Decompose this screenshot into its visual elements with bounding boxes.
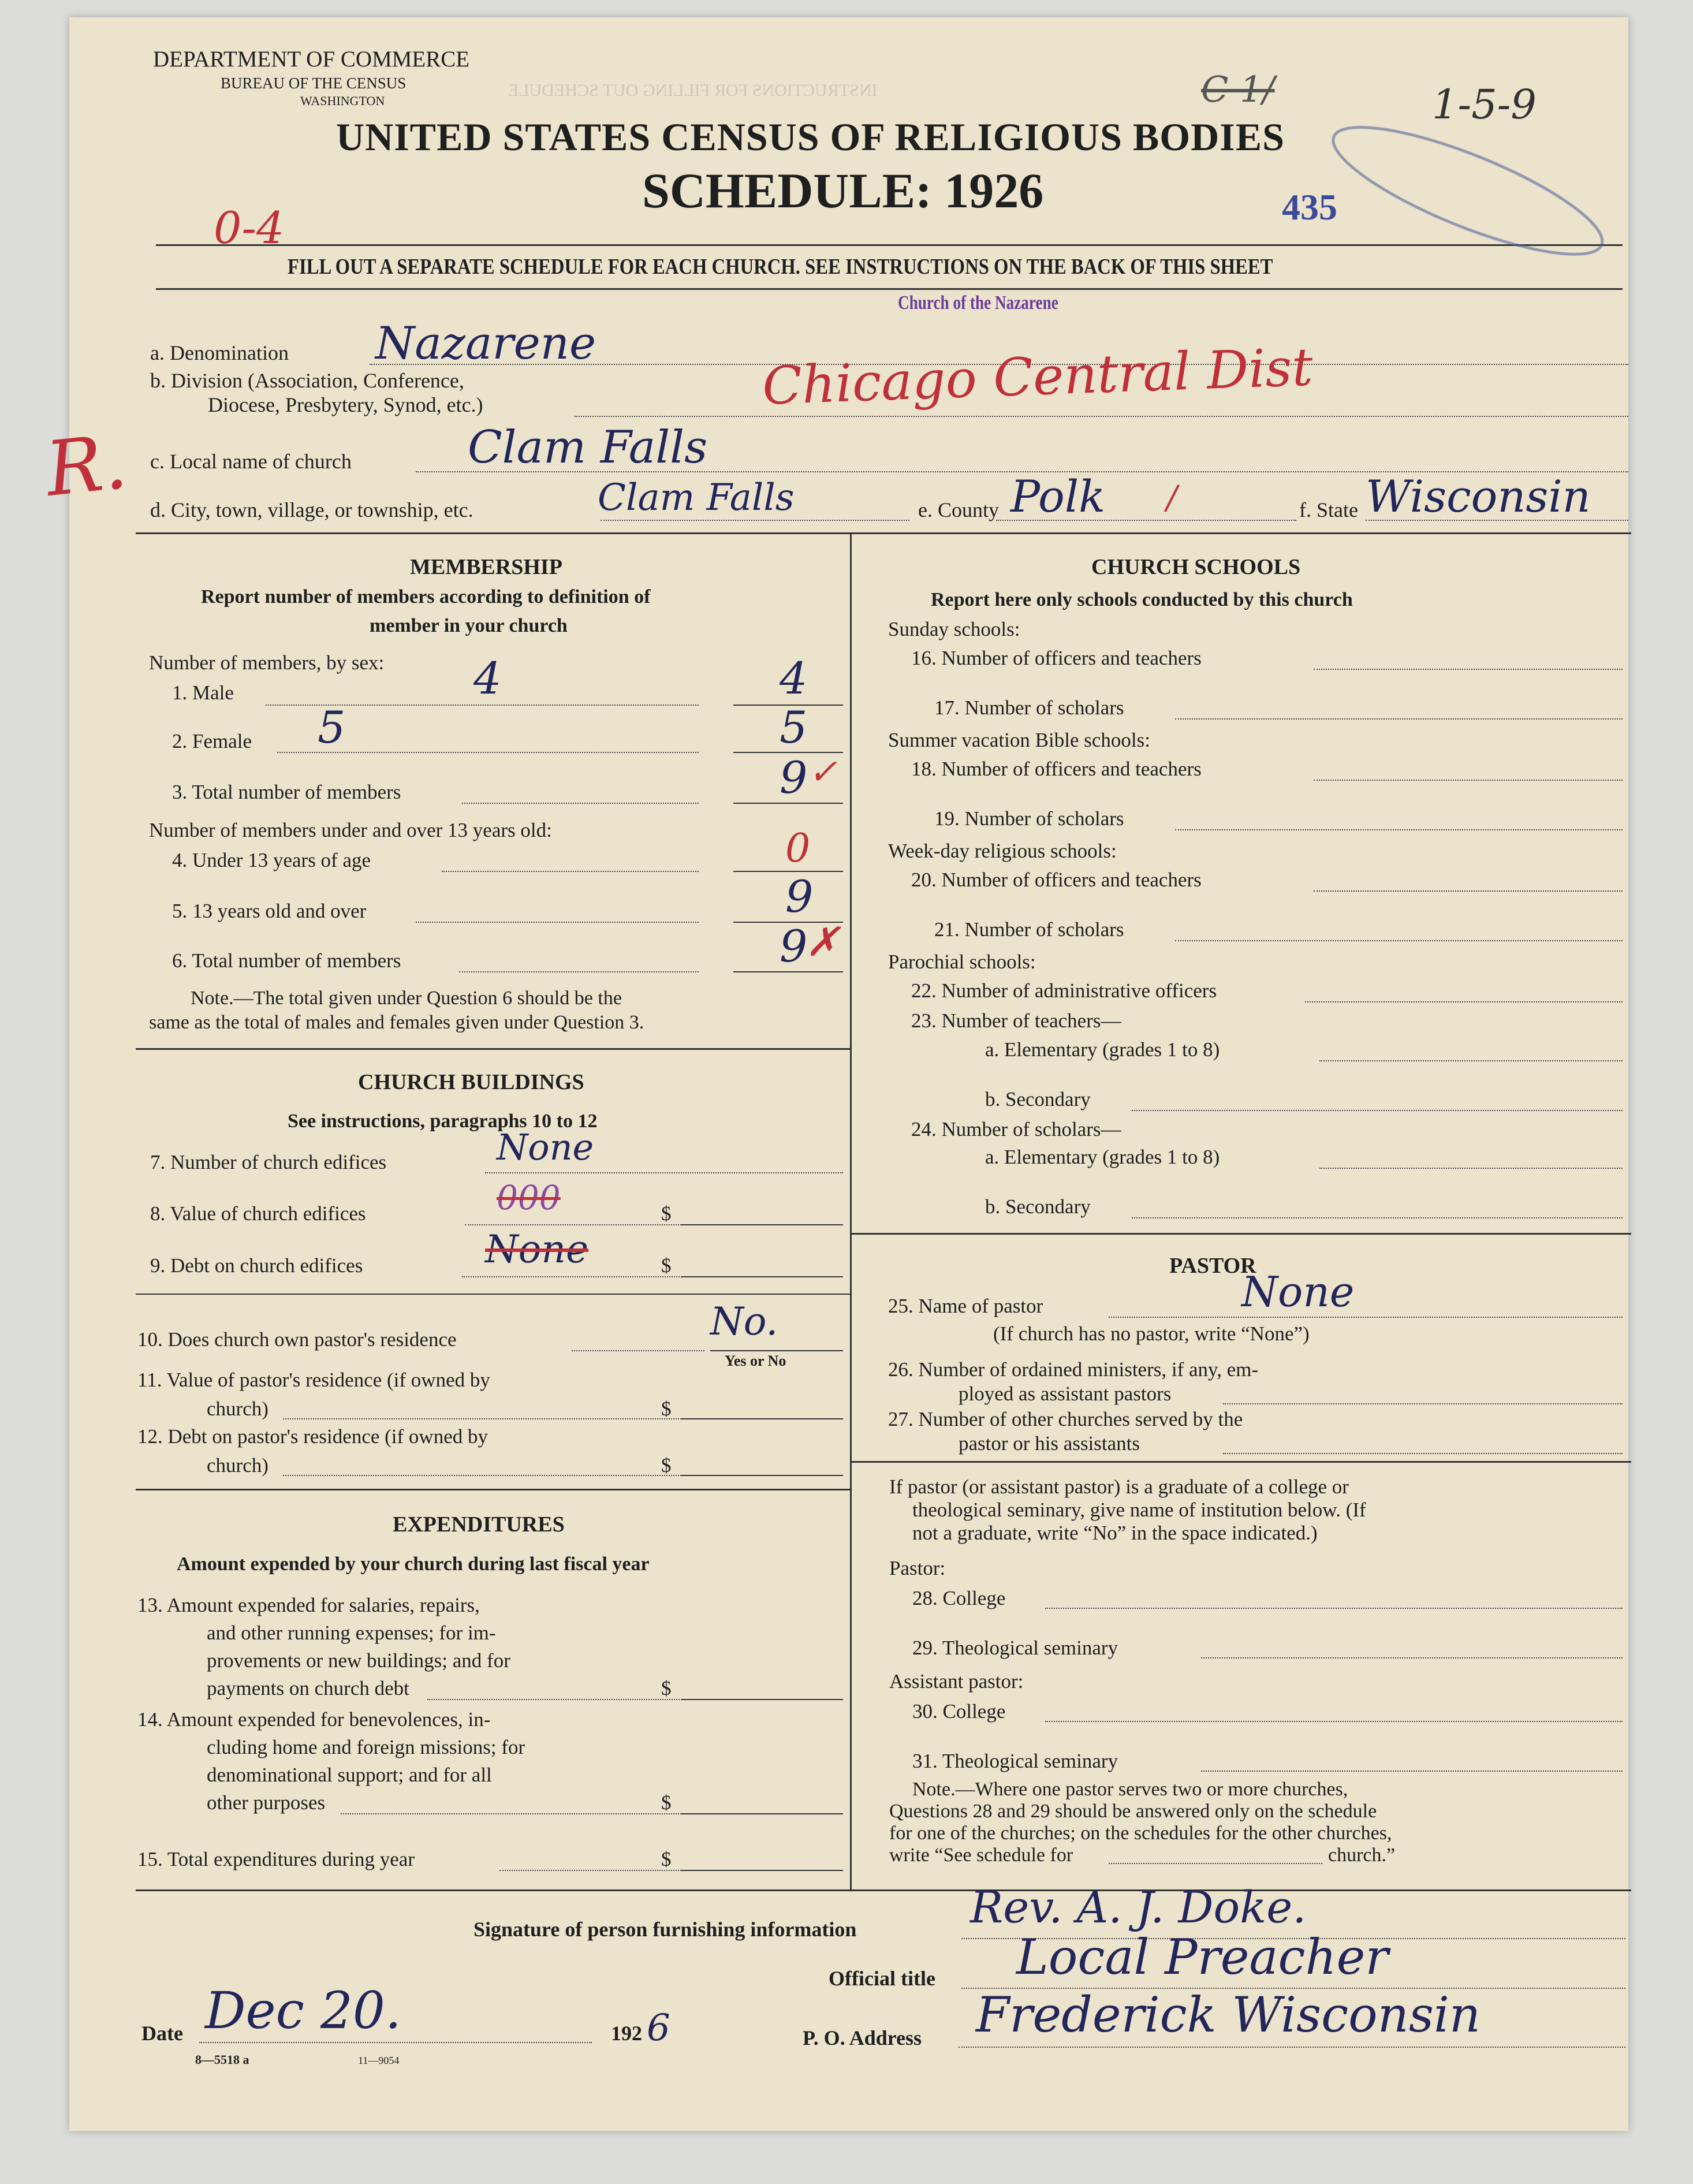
q3-total-value[interactable]: 9: [780, 752, 808, 803]
q2-female-value[interactable]: 5: [318, 702, 346, 753]
q13-label-line4: payments on church debt: [207, 1677, 409, 1700]
q23b-field[interactable]: [1132, 1110, 1623, 1111]
q8-dollar-sign: $: [661, 1202, 672, 1225]
section-rule-top: [136, 532, 1631, 534]
q14-label-line4: other purposes: [207, 1791, 326, 1814]
state-value[interactable]: Wisconsin: [1366, 471, 1591, 522]
q25-label: 25. Name of pastor: [888, 1295, 1043, 1317]
city-town-label: d. City, town, village, or township, etc.: [150, 498, 473, 521]
local-name-value[interactable]: Clam Falls: [468, 422, 708, 474]
q15-dollar-sign: $: [661, 1848, 672, 1870]
q10-residence-label: 10. Does church own pastor's residence: [137, 1328, 457, 1351]
q4-under13-label: 4. Under 13 years of age: [172, 849, 371, 871]
q11-value-label: 11. Value of pastor's residence (if owned by: [137, 1369, 490, 1391]
q6-total-value[interactable]: 9: [780, 920, 808, 972]
city-label: WASHINGTON: [300, 94, 385, 108]
q1-male-entry[interactable]: 4: [780, 653, 808, 704]
q27-label-cont: pastor or his assistants: [959, 1432, 1140, 1455]
q25-note: (If church has no pastor, write “None”): [993, 1322, 1310, 1345]
q15-total-field[interactable]: [681, 1870, 843, 1871]
pastor-note: Note.—Where one pastor serves two or more churches,: [912, 1779, 1348, 1800]
date-label: Date: [141, 2022, 183, 2045]
q13-amount-field[interactable]: [681, 1699, 843, 1700]
q22-label: 22. Number of administrative officers: [911, 979, 1217, 1002]
division-value[interactable]: Chicago Central Dist: [761, 337, 1314, 417]
q21-label: 21. Number of scholars: [934, 918, 1124, 941]
q3-check-mark: ✓: [808, 752, 838, 792]
q14-label-line1: 14. Amount expended for benevolences, in-: [137, 1708, 491, 1731]
expenditures-subheading: Amount expended by your church during last fiscal year: [177, 1553, 650, 1575]
po-address-value[interactable]: Frederick Wisconsin: [976, 1987, 1481, 2043]
q19-field[interactable]: [1175, 829, 1623, 830]
membership-note-cont: same as the total of males and females given under Question 3.: [149, 1012, 644, 1033]
q26-label-cont: ployed as assistant pastors: [959, 1382, 1172, 1405]
members-by-sex-label: Number of members, by sex:: [149, 651, 385, 674]
q23b-label: b. Secondary: [985, 1088, 1091, 1110]
division-label: b. Division (Association, Conference,: [150, 369, 464, 392]
corner-stamp-number: 435: [1282, 187, 1337, 228]
q24b-field[interactable]: [1132, 1217, 1623, 1218]
q11-value-field[interactable]: [681, 1418, 843, 1419]
corner-note: 1-5-9: [1432, 81, 1537, 128]
state-label: f. State: [1299, 498, 1358, 521]
schools-heading: CHURCH SCHOOLS: [1091, 555, 1301, 579]
summer-schools-label: Summer vacation Bible schools:: [888, 729, 1150, 751]
weekday-schools-label: Week-day religious schools:: [888, 840, 1117, 862]
q31-field[interactable]: [1201, 1771, 1623, 1772]
q20-label: 20. Number of officers and teachers: [911, 869, 1202, 891]
q30-label: 30. College: [912, 1700, 1006, 1723]
pastor-note-cont2: for one of the churches; on the schedules for the other churches,: [889, 1823, 1392, 1844]
q26-label: 26. Number of ordained ministers, if any, em-: [888, 1358, 1259, 1381]
schedule-title: SCHEDULE: 1926: [642, 163, 1044, 218]
q8-value-value[interactable]: 000: [497, 1178, 561, 1217]
expenditures-heading: EXPENDITURES: [393, 1512, 565, 1537]
members-by-age-label: Number of members under and over 13 years old:: [149, 819, 552, 841]
pastor-note-cont: Questions 28 and 29 should be answered only on the schedule: [889, 1801, 1377, 1822]
margin-code: 0-4: [214, 202, 285, 254]
q23a-field[interactable]: [1319, 1060, 1623, 1061]
q14-amount-field[interactable]: [681, 1813, 843, 1814]
signature-label: Signature of person furnishing information: [473, 1918, 857, 1941]
q23a-label: a. Elementary (grades 1 to 8): [985, 1038, 1220, 1061]
q9-debt-label: 9. Debt on church edifices: [150, 1254, 363, 1277]
membership-note: Note.—The total given under Question 6 should be the: [191, 987, 622, 1009]
denomination-value[interactable]: Nazarene: [375, 318, 596, 370]
division-label-cont: Diocese, Presbytery, Synod, etc.): [208, 393, 483, 416]
q27-field[interactable]: [1223, 1453, 1623, 1454]
q12-debt-label-cont: church): [207, 1454, 269, 1477]
buildings-heading: CHURCH BUILDINGS: [358, 1070, 584, 1094]
form-title: UNITED STATES CENSUS OF RELIGIOUS BODIES: [336, 115, 1285, 159]
q29-field[interactable]: [1201, 1657, 1623, 1659]
q12-debt-field[interactable]: [681, 1475, 843, 1476]
county-value[interactable]: Polk: [1010, 471, 1106, 522]
q7-edifices-label: 7. Number of church edifices: [150, 1151, 387, 1173]
q25-value[interactable]: None: [1241, 1268, 1355, 1316]
pastor-subsection-label: Pastor:: [889, 1557, 946, 1579]
graduate-instruction: If pastor (or assistant pastor) is a graduate of a college or: [889, 1475, 1349, 1498]
q15-total-label: 15. Total expenditures during year: [137, 1848, 415, 1870]
q6-check-mark: ✗: [806, 918, 840, 966]
q28-field[interactable]: [1045, 1608, 1623, 1609]
q5-13plus-label: 5. 13 years old and over: [172, 900, 367, 922]
q31-label: 31. Theological seminary: [912, 1750, 1118, 1772]
q7-edifices-value[interactable]: None: [497, 1126, 594, 1168]
q9-debt-value[interactable]: None: [485, 1227, 589, 1272]
membership-heading: MEMBERSHIP: [410, 555, 562, 579]
bureau-label: BUREAU OF THE CENSUS: [221, 74, 407, 92]
q6-total-label: 6. Total number of members: [172, 949, 401, 972]
q2-female-label: 2. Female: [172, 730, 252, 752]
department-label: DEPARTMENT OF COMMERCE: [153, 47, 470, 72]
graduate-instruction-cont2: not a graduate, write “No” in the space indicated.): [912, 1522, 1318, 1544]
q13-label-line1: 13. Amount expended for salaries, repairs,: [137, 1594, 480, 1616]
census-schedule-sheet: [42, 17, 1628, 2131]
pastor-heading: PASTOR: [1169, 1254, 1256, 1278]
q13-label-line2: and other running expenses; for im-: [207, 1622, 496, 1644]
local-name-label: c. Local name of church: [150, 450, 352, 473]
q19-label: 19. Number of scholars: [934, 807, 1124, 830]
q24a-label: a. Elementary (grades 1 to 8): [985, 1146, 1220, 1168]
po-address-label: P. O. Address: [803, 2026, 922, 2049]
city-town-value[interactable]: Clam Falls: [598, 476, 795, 519]
q12-dollar-sign: $: [661, 1454, 672, 1477]
q27-label: 27. Number of other churches served by the: [888, 1408, 1243, 1430]
denomination-label: a. Denomination: [150, 341, 289, 364]
assistant-pastor-label: Assistant pastor:: [889, 1670, 1024, 1693]
q13-dollar-sign: $: [661, 1677, 672, 1700]
q12-debt-label: 12. Debt on pastor's residence (if owned by: [137, 1425, 488, 1448]
q30-field[interactable]: [1045, 1721, 1623, 1722]
official-title-value[interactable]: Local Preacher: [1016, 1929, 1389, 1985]
column-divider: [850, 532, 852, 1889]
q9-dollar-sign: $: [661, 1254, 672, 1277]
instruction-line: FILL OUT A SEPARATE SCHEDULE FOR EACH CHURCH. SEE INSTRUCTIONS ON THE BACK OF THIS SHEET: [288, 255, 1273, 279]
q21-field[interactable]: [1175, 940, 1623, 941]
header-rule-bottom: [156, 288, 1623, 290]
margin-review-mark: R.: [42, 418, 131, 513]
county-label: e. County: [918, 498, 999, 521]
pastor-note-end: church.”: [1328, 1844, 1396, 1866]
q18-field[interactable]: [1314, 780, 1623, 781]
q16-label: 16. Number of officers and teachers: [911, 647, 1202, 669]
q13-label-line3: provements or new buildings; and for: [207, 1649, 510, 1672]
q14-label-line2: cluding home and foreign missions; for: [207, 1736, 525, 1758]
q24a-field[interactable]: [1319, 1168, 1623, 1169]
crossed-out-mark: C 1/: [1201, 68, 1275, 110]
q2-female-entry[interactable]: 5: [780, 702, 808, 753]
print-number: 11—9054: [358, 2055, 400, 2066]
q26-field[interactable]: [1223, 1403, 1623, 1404]
q17-field[interactable]: [1175, 718, 1623, 720]
q24-label: 24. Number of scholars—: [911, 1118, 1121, 1141]
date-value[interactable]: Dec 20.: [205, 1981, 401, 2040]
yes-or-no-hint: Yes or No: [725, 1352, 786, 1369]
form-number: 8—5518 a: [195, 2052, 249, 2067]
schools-subheading: Report here only schools conducted by this church: [931, 589, 1353, 610]
q23-label: 23. Number of teachers—: [911, 1009, 1121, 1032]
q11-dollar-sign: $: [661, 1397, 672, 1420]
q3-total-label: 3. Total number of members: [172, 781, 401, 803]
graduate-instruction-cont: theological seminary, give name of institution below. (If: [912, 1499, 1366, 1521]
q14-dollar-sign: $: [661, 1791, 672, 1814]
county-check-mark: /: [1166, 479, 1177, 517]
q10-residence-value[interactable]: No.: [710, 1299, 778, 1344]
reverse-side-bleed-through: INSTRUCTIONS FOR FILLING OUT SCHEDULE: [508, 81, 878, 100]
year-prefix: 192: [611, 2022, 642, 2045]
q18-label: 18. Number of officers and teachers: [911, 758, 1202, 780]
denomination-stamp: Church of the Nazarene: [898, 292, 1058, 314]
q16-field[interactable]: [1314, 669, 1623, 670]
q24b-label: b. Secondary: [985, 1195, 1091, 1218]
q22-field[interactable]: [1305, 1001, 1623, 1002]
q28-label: 28. College: [912, 1587, 1006, 1609]
q11-value-label-cont: church): [207, 1397, 269, 1420]
header-rule-top: [156, 244, 1623, 246]
q14-label-line3: denominational support; and for all: [207, 1764, 492, 1786]
q20-field[interactable]: [1314, 890, 1623, 892]
pastor-note-cont3: write “See schedule for: [889, 1844, 1073, 1866]
membership-subheading-cont: member in your church: [370, 615, 568, 636]
section-rule-bottom: [136, 1889, 1631, 1891]
parochial-schools-label: Parochial schools:: [888, 951, 1036, 973]
q4-under13-value[interactable]: 0: [785, 826, 811, 871]
year-suffix-value[interactable]: 6: [647, 2007, 670, 2049]
q1-male-value[interactable]: 4: [473, 653, 502, 704]
official-title-label: Official title: [829, 1967, 935, 1990]
q8-value-label: 8. Value of church edifices: [150, 1202, 366, 1225]
q17-label: 17. Number of scholars: [934, 696, 1124, 719]
signature-value[interactable]: Rev. A. J. Doke.: [970, 1881, 1307, 1933]
sunday-schools-label: Sunday schools:: [888, 618, 1020, 640]
q29-label: 29. Theological seminary: [912, 1637, 1118, 1659]
see-schedule-field[interactable]: [1109, 1863, 1322, 1864]
q1-male-label: 1. Male: [172, 681, 234, 704]
buildings-subheading: See instructions, paragraphs 10 to 12: [288, 1110, 598, 1132]
membership-subheading: Report number of members according to definition of: [201, 586, 651, 608]
q5-13plus-value[interactable]: 9: [785, 871, 814, 922]
